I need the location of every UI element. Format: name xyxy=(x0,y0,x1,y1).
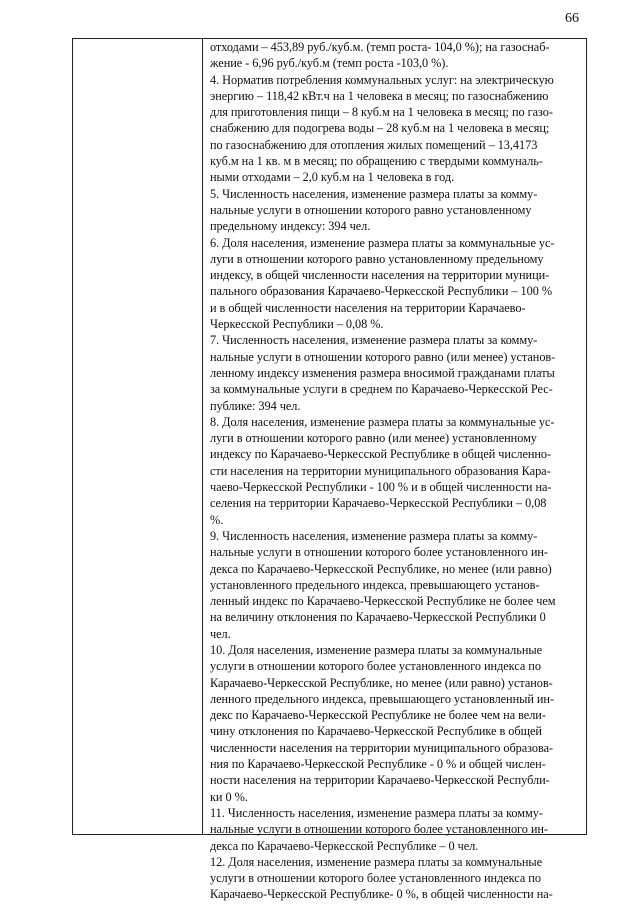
text-line: селения на территории Карачаево-Черкесской Республики – 0,08 xyxy=(210,496,547,511)
text-line: публике: 394 чел. xyxy=(210,398,301,413)
text-line: Карачаево-Черкесской Республике- 0 %, в общей численности на- xyxy=(210,887,553,902)
text-line: куб.м на 1 кв. м в месяц; по обращению с твердыми коммуналь- xyxy=(210,154,543,169)
text-line: пального образования Карачаево-Черкесской Республики – 100 % xyxy=(210,284,553,299)
text-line: индексу по Карачаево-Черкесской Республике в общей численно- xyxy=(210,447,552,462)
text-line: ния по Карачаево-Черкесской Республике - 0 % и общей числен- xyxy=(210,757,546,772)
text-line: 7. Численность населения, изменение размера платы за комму- xyxy=(210,333,538,348)
document-table xyxy=(72,38,587,902)
text-line: на величину отклонения по Карачаево-Черкесской Республики 0 xyxy=(210,610,546,625)
text-line: ленный индекс по Карачаево-Черкесской Республике не более чем xyxy=(210,594,556,609)
text-line: численности населения на территории муниципального образова- xyxy=(210,740,554,755)
text-line: 11. Численность населения, изменение размера платы за комму- xyxy=(210,805,543,820)
text-line: 12. Доля населения, изменение размера платы за коммунальные xyxy=(210,854,542,869)
text-line: чел. xyxy=(210,626,231,641)
text-line: ленного предельного индекса, превышающего установленный ин- xyxy=(210,691,554,706)
text-line: нальные услуги в отношении которого более установленного ин- xyxy=(210,822,548,837)
text-line: энергию – 118,42 кВт.ч на 1 человека в месяц; по газоснабжению xyxy=(210,88,549,103)
text-line: снабжению для подогрева воды – 28 куб.м на 1 человека в месяц; xyxy=(210,121,550,136)
text-line: луги в отношении которого равно (или менее) установленному xyxy=(210,431,537,446)
text-line: Карачаево-Черкесской Республике, но менее (или равно) установ- xyxy=(210,675,553,690)
text-line: луги в отношении которого равно установленному предельному xyxy=(210,251,544,266)
table-left-column xyxy=(73,39,203,834)
text-line: услуги в отношении которого более установленного индекса по xyxy=(210,871,541,886)
text-line: декса по Карачаево-Черкесской Республике – 0 чел. xyxy=(210,838,479,853)
text-line: установленного предельного индекса, превышающего установ- xyxy=(210,577,540,592)
paragraph-text xyxy=(204,39,588,903)
text-line: ленному индексу изменения размера вносимой гражданами платы xyxy=(210,365,555,380)
text-line: предельному индексу: 394 чел. xyxy=(210,219,371,234)
text-line: ности населения на территории Карачаево-Черкесской Республи- xyxy=(210,773,550,788)
text-line: декса по Карачаево-Черкесской Республике, но менее (или равно) xyxy=(210,561,552,576)
text-line: для приготовления пищи – 8 куб.м на 1 человека в месяц; по газо- xyxy=(210,105,553,120)
text-line: нальные услуги в отношении которого равно (или менее) установ- xyxy=(210,349,556,364)
text-line: 5. Численность населения, изменение размера платы за комму- xyxy=(210,186,538,201)
table-right-column xyxy=(204,39,588,902)
page-number: 66 xyxy=(565,11,579,26)
text-line: за коммунальные услуги в среднем по Карачаево-Черкесской Рес- xyxy=(210,382,553,397)
text-line: жение - 6,96 руб./куб.м (темп роста -103,0 %). xyxy=(210,56,449,71)
text-line: нальные услуги в отношении которого более установленного ин- xyxy=(210,545,548,560)
text-line: нальные услуги в отношении которого равно установленному xyxy=(210,202,532,217)
text-line: отходами – 453,89 руб./куб.м. (темп роста- 104,0 %); на газоснаб- xyxy=(210,40,550,54)
text-line: 9. Численность населения, изменение размера платы за комму- xyxy=(210,528,538,543)
text-line: индексу, в общей численности населения на территории муници- xyxy=(210,268,550,283)
text-line: сти населения на территории муниципального образования Кара- xyxy=(210,463,551,478)
text-line: 8. Доля населения, изменение размера платы за коммунальные ус- xyxy=(210,414,555,429)
text-line: Черкесской Республики – 0,08 %. xyxy=(210,317,384,332)
text-line: ными отходами – 2,0 куб.м на 1 человека в год. xyxy=(210,170,455,185)
text-line: 6. Доля населения, изменение размера платы за коммунальные ус- xyxy=(210,235,555,250)
text-line: и в общей численности населения на территории Карачаево- xyxy=(210,300,526,315)
text-line: ки 0 %. xyxy=(210,789,248,804)
text-line: услуги в отношении которого более установленного индекса по xyxy=(210,659,541,674)
text-line: 10. Доля населения, изменение размера платы за коммунальные xyxy=(210,642,542,657)
text-line: чаево-Черкесской Республики - 100 % и в общей численности на- xyxy=(210,480,552,495)
text-line: по газоснабжению для отопления жилых помещений – 13,4173 xyxy=(210,137,538,152)
text-line: чину отклонения по Карачаево-Черкесской Республике в общей xyxy=(210,724,542,739)
text-line: 4. Норматив потребления коммунальных услуг: на электрическую xyxy=(210,72,554,87)
text-line: %. xyxy=(210,512,224,527)
text-line: декс по Карачаево-Черкесской Республике не более чем на вели- xyxy=(210,708,546,723)
